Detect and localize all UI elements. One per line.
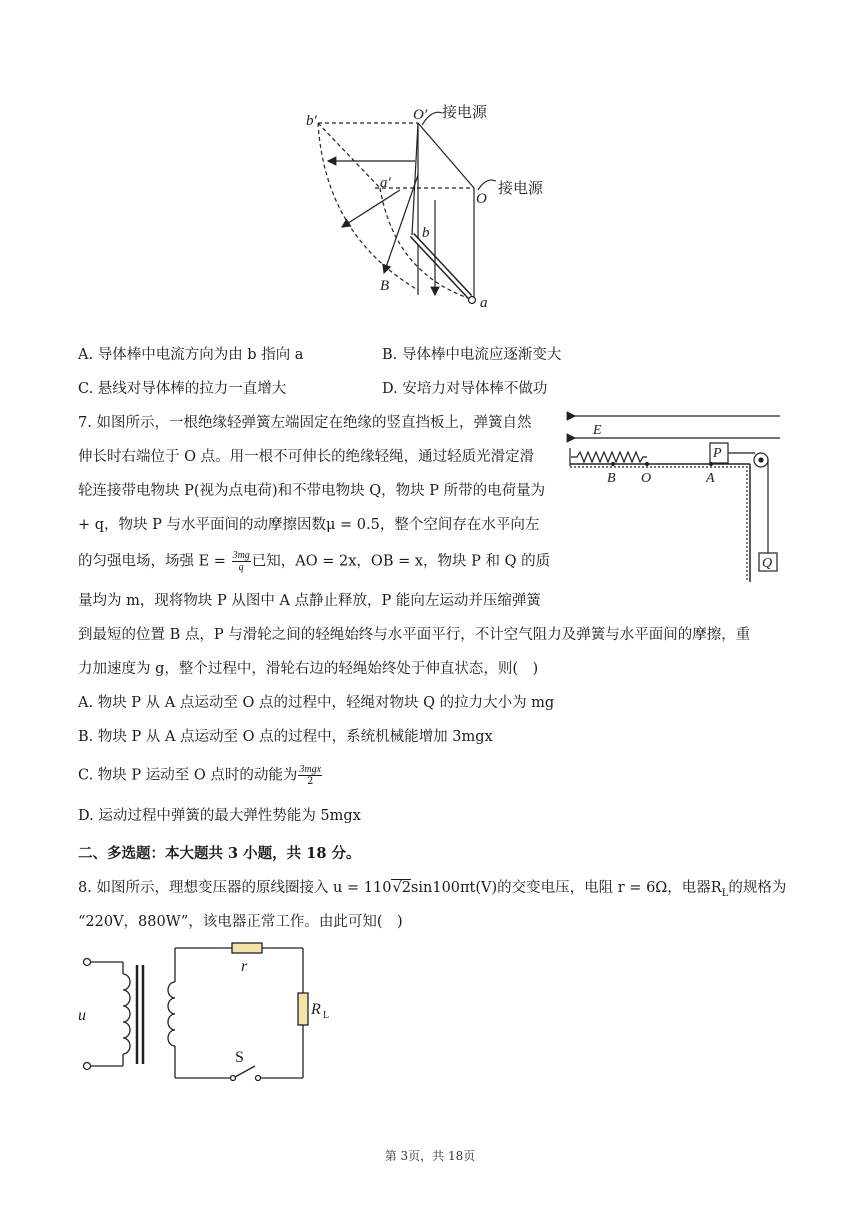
figure-rod-diagram	[300, 95, 570, 315]
switch-S	[235, 1066, 255, 1077]
resistor-r	[232, 943, 262, 953]
q7-option-b: B. 物块 P 从 A 点运动至 O 点的过程中，系统机械能增加 3mgx	[78, 729, 493, 745]
q7-line-7: 到最短的位置 B 点，P 与滑轮之间的轻绳始终与水平面平行，不计空气阻力及弹簧与水平面间的摩擦，重	[78, 627, 751, 643]
q7-line-5b: 已知，AO = 2x，OB = x，物块 P 和 Q 的质	[251, 553, 551, 570]
resistor-RL	[298, 993, 308, 1025]
spring	[571, 452, 647, 462]
q7-line-8: 力加速度为 g，整个过程中，滑轮右边的轻绳始终处于伸直状态，则( )	[78, 661, 539, 677]
label-O: O	[476, 191, 487, 207]
label-a: a	[480, 295, 488, 311]
terminal-bottom	[84, 1063, 91, 1070]
label-R: R	[311, 1001, 321, 1018]
label-u: u	[78, 1007, 86, 1024]
label-r: r	[241, 958, 248, 975]
q8-line-2: “220V，880W”，该电器正常工作。由此可知( )	[78, 914, 403, 930]
q7-option-a: A. 物块 P 从 A 点运动至 O 点的过程中，轻绳对物块 Q 的拉力大小为 mg	[78, 695, 555, 711]
sqrt-2: √2	[392, 880, 411, 896]
q7-line-5a: 的匀强电场，场强 E =	[78, 553, 231, 570]
figure-transformer-circuit	[75, 940, 330, 1085]
q6-option-b: B. 导体棒中电流应逐渐变大	[382, 347, 562, 363]
primary-coil	[123, 974, 130, 1054]
label-Q: Q	[762, 556, 773, 571]
label-b-prime: b′	[306, 113, 317, 129]
field-fraction: $\frac{3mg}{q}$	[232, 550, 250, 573]
page-footer: 第 3页，共 18页	[384, 1149, 476, 1163]
label-power-top: 接电源	[442, 103, 488, 121]
label-a-prime: a′	[380, 175, 391, 191]
label-b: b	[422, 225, 430, 241]
label-P: P	[713, 446, 722, 461]
q7-line-6: 量均为 m，现将物块 P 从图中 A 点静止释放，P 能向左运动并压缩弹簧	[78, 593, 541, 609]
label-A: A	[706, 471, 715, 486]
label-B: B	[607, 471, 616, 486]
figure-spring-pulley	[565, 410, 785, 590]
q8-line-1: 8. 如图所示，理想变压器的原线圈接入 u = 110√2sin100πt(V)的交变电压，电阻 r = 6Ω，电器$R_L$的规格为	[78, 880, 787, 899]
label-S: S	[235, 1049, 244, 1066]
label-O-prime: O′	[413, 107, 428, 123]
label-O: O	[641, 471, 652, 486]
q6-option-a: A. 导体棒中电流方向为由 b 指向 a	[78, 347, 304, 363]
label-R-sub: L	[323, 1010, 330, 1021]
kinetic-energy-fraction: $\frac{\text{3mgx}}{2}$	[299, 764, 322, 787]
q7-line-3: 轮连接带电物块 P(视为点电荷)和不带电物块 Q，物块 P 所带的电荷量为	[78, 483, 546, 499]
q6-option-c: C. 悬线对导体棒的拉力一直增大	[78, 381, 287, 397]
q7-line-2: 伸长时右端位于 O 点。用一根不可伸长的绝缘轻绳，通过轻质光滑定滑	[78, 449, 535, 465]
terminal-top	[84, 959, 91, 966]
section-2-heading: 二、多选题：本大题共 3 小题，共 18 分。	[78, 845, 361, 862]
q7-line-5	[78, 550, 550, 573]
q6-option-d: D. 安培力对导体棒不做功	[382, 381, 548, 397]
label-B: B	[380, 278, 390, 294]
q7-option-c: C. 物块 P 运动至 O 点时的动能为 $\frac{\text{3mgx}}{2}$	[78, 764, 322, 787]
q7-line-4: + q，物块 P 与水平面间的动摩擦因数μ = 0.5，整个空间存在水平向左	[78, 517, 540, 533]
label-power-bottom: 接电源	[498, 179, 544, 197]
secondary-coil	[168, 982, 175, 1046]
q7-option-d: D. 运动过程中弹簧的最大弹性势能为 5mgx	[78, 808, 361, 824]
q7-line-1: 7. 如图所示，一根绝缘轻弹簧左端固定在绝缘的竖直挡板上，弹簧自然	[78, 415, 532, 431]
label-E: E	[593, 423, 602, 438]
